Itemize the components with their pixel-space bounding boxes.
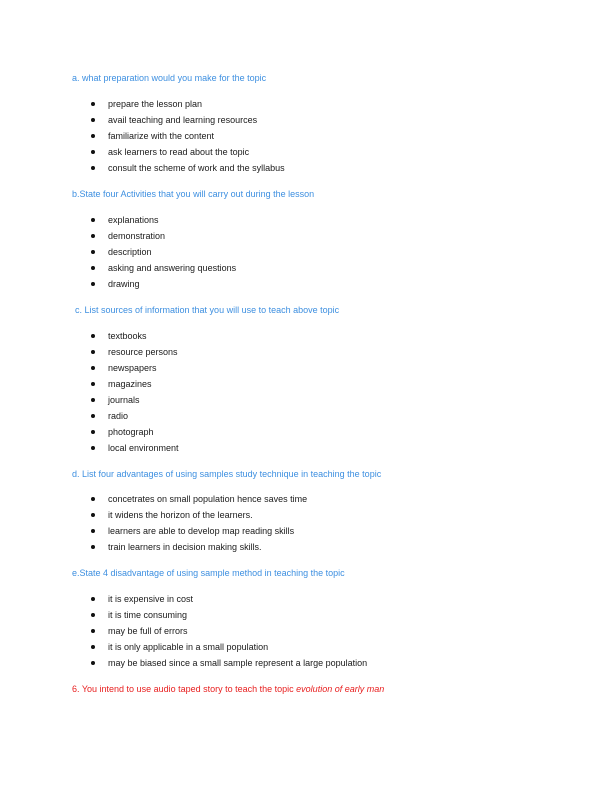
list-e — [0, 593, 367, 673]
list-d — [0, 493, 307, 557]
list-item: photograph — [0, 426, 179, 442]
heading-a: a. what preparation would you make for the topic — [72, 73, 267, 83]
list-item: may be full of errors — [0, 625, 367, 641]
heading-c: c. List sources of information that you will use to teach above topic — [75, 305, 340, 315]
list-c — [0, 330, 179, 458]
list-item: it is only applicable in a small population — [0, 641, 367, 657]
list-item: demonstration — [0, 230, 236, 246]
list-item: train learners in decision making skills. — [0, 541, 307, 557]
list-b — [0, 214, 236, 294]
list-item: newspapers — [0, 362, 179, 378]
heading-e: e.State 4 disadvantage of using sample method in teaching the topic — [72, 568, 345, 578]
list-item: journals — [0, 394, 179, 410]
list-item: familiarize with the content — [0, 130, 285, 146]
list-item: prepare the lesson plan — [0, 98, 285, 114]
question-6 — [72, 683, 384, 695]
list-item: learners are able to develop map reading skills — [0, 525, 307, 541]
list-item: asking and answering questions — [0, 262, 236, 278]
list-item: it widens the horizon of the learners. — [0, 509, 307, 525]
list-item: drawing — [0, 278, 236, 294]
list-item: description — [0, 246, 236, 262]
list-item: resource persons — [0, 346, 179, 362]
list-item: explanations — [0, 214, 236, 230]
list-item: magazines — [0, 378, 179, 394]
list-a — [0, 98, 285, 178]
question-6-text: 6. You intend to use audio taped story to teach the topic — [72, 684, 297, 694]
list-item: it is time consuming — [0, 609, 367, 625]
list-item: consult the scheme of work and the syllabus — [0, 162, 285, 178]
list-item: ask learners to read about the topic — [0, 146, 285, 162]
list-item: it is expensive in cost — [0, 593, 367, 609]
list-item: textbooks — [0, 330, 179, 346]
list-item: radio — [0, 410, 179, 426]
list-item: local environment — [0, 442, 179, 458]
question-6-topic: evolution of early man — [296, 684, 385, 694]
heading-d: d. List four advantages of using samples study technique in teaching the topic — [72, 469, 382, 479]
list-item: may be biased since a small sample represent a large population — [0, 657, 367, 673]
list-item: concetrates on small population hence saves time — [0, 493, 307, 509]
heading-b: b.State four Activities that you will carry out during the lesson — [72, 189, 315, 199]
list-item: avail teaching and learning resources — [0, 114, 285, 130]
